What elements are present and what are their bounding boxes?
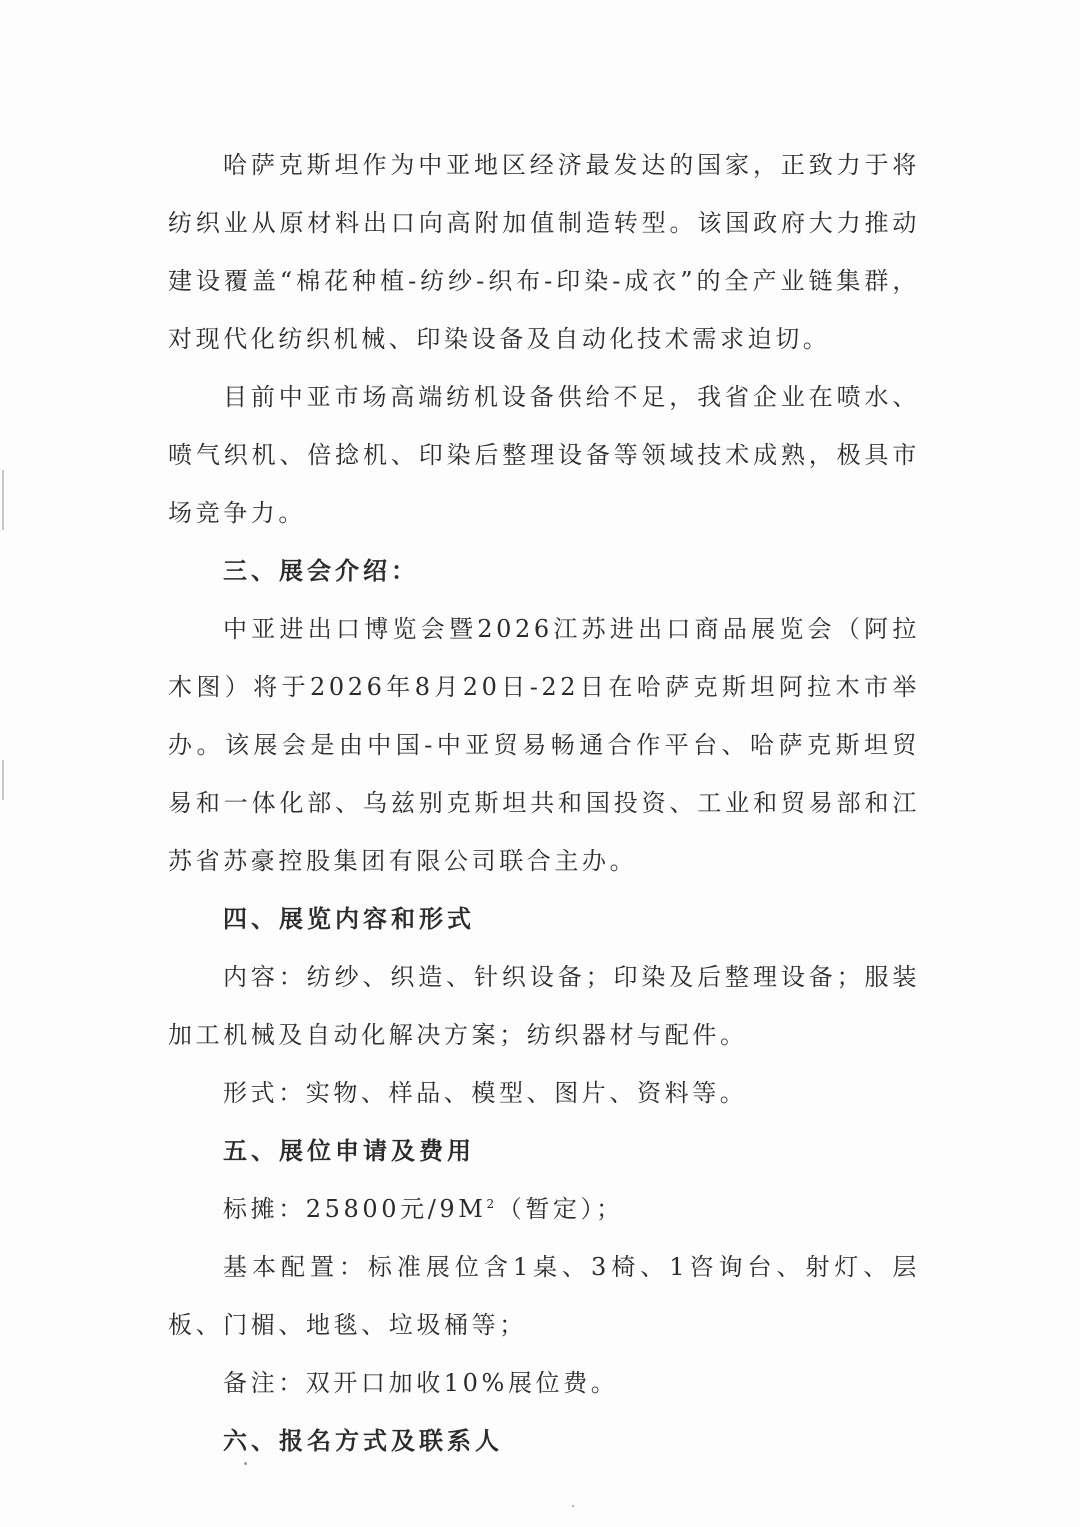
booth-price-text: 标摊：25800元/9M (223, 1195, 487, 1223)
paragraph-exhibit-form: 形式：实物、样品、模型、图片、资料等。 (223, 1079, 748, 1107)
paragraph-kazakhstan-textile: 哈萨克斯坦作为中亚地区经济最发达的国家，正致力于将纺织业从原材料出口向高附加值制造转型。该国政府大力推动建设覆盖“棉花种植-纺纱-织布-印染-成衣”的全产业链集群，对现代化纺织机械、印染设备及自动化技术需求迫切。 (168, 151, 920, 353)
booth-price-superscript: 2 (486, 1197, 498, 1211)
section-heading-exhibition-intro: 三、展会介绍： (223, 556, 419, 585)
booth-price-line (168, 1180, 920, 1238)
section-heading-content-form: 四、展览内容和形式 (223, 904, 475, 933)
booth-price-note: （暂定）； (497, 1195, 624, 1223)
scan-speck (244, 1462, 247, 1465)
paragraph-remark: 备注：双开口加收10%展位费。 (223, 1369, 619, 1397)
paragraph-basic-config: 基本配置：标准展位含1桌、3椅、1咨询台、射灯、层板、门楣、地毯、垃圾桶等； (168, 1253, 920, 1339)
section-heading-booth-fees: 五、展位申请及费用 (223, 1136, 475, 1165)
scan-speck (572, 1505, 574, 1507)
paragraph-exhibition-intro: 中亚进出口博览会暨2026江苏进出口商品展览会（阿拉木图）将于2026年8月20日-22日在哈萨克斯坦阿拉木市举办。该展会是由中国-中亚贸易畅通合作平台、哈萨克斯坦贸易和一体化部、乌兹别克斯坦共和国投资、工业和贸易部和江苏省苏豪控股集团有限公司联合主办。 (168, 615, 920, 875)
section-heading-registration: 六、报名方式及联系人 (223, 1426, 503, 1455)
scan-edge-mark (2, 470, 4, 530)
document-body (168, 136, 920, 1470)
paragraph-market-supply: 目前中亚市场高端纺机设备供给不足，我省企业在喷水、喷气织机、倍捻机、印染后整理设备等领域技术成熟，极具市场竞争力。 (168, 383, 920, 527)
paragraph-exhibit-content: 内容：纺纱、织造、针织设备；印染及后整理设备；服装加工机械及自动化解决方案；纺织器材与配件。 (168, 963, 920, 1049)
scan-edge-mark (2, 760, 4, 800)
